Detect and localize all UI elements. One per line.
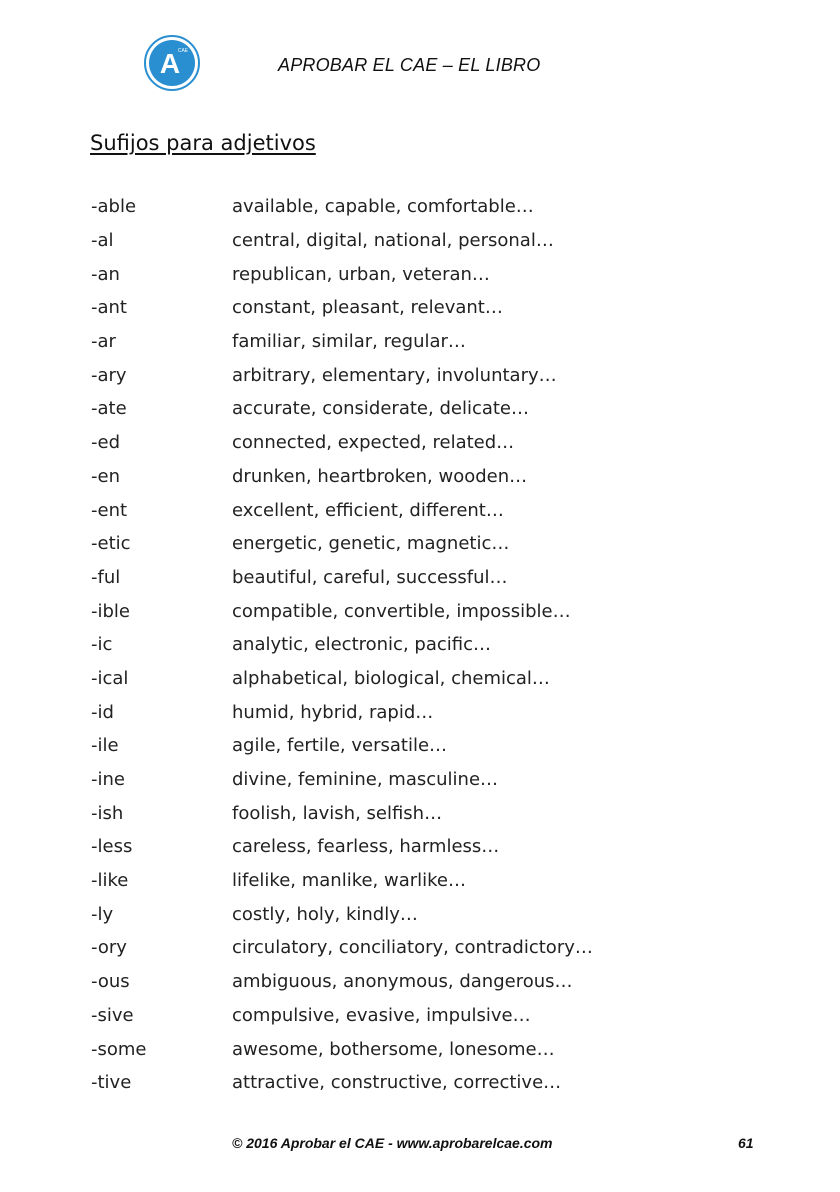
suffix-row xyxy=(91,493,741,527)
suffix-examples: excellent, efficient, different… xyxy=(232,499,504,521)
suffix-examples: connected, expected, related… xyxy=(232,432,515,454)
suffix-examples: foolish, lavish, selfish… xyxy=(232,802,443,824)
suffix-label: -an xyxy=(91,263,120,285)
suffix-row xyxy=(91,224,741,258)
suffix-examples: republican, urban, veteran… xyxy=(232,263,490,285)
suffix-examples: costly, holy, kindly… xyxy=(232,903,418,925)
suffix-examples: ambiguous, anonymous, dangerous… xyxy=(232,971,573,993)
suffix-label: -ous xyxy=(91,971,130,993)
logo-icon xyxy=(143,34,201,92)
footer-copyright: © 2016 Aprobar el CAE - www.aprobarelcae.com xyxy=(232,1135,553,1151)
suffix-label: -ar xyxy=(91,331,116,353)
running-title: APROBAR EL CAE – EL LIBRO xyxy=(278,55,541,75)
suffix-examples: beautiful, careful, successful… xyxy=(232,566,508,588)
page-number: 61 xyxy=(738,1135,754,1151)
suffix-label: -ful xyxy=(91,566,121,588)
suffix-label: -able xyxy=(91,196,137,218)
suffix-examples: analytic, electronic, pacific… xyxy=(232,634,491,656)
suffix-examples: compulsive, evasive, impulsive… xyxy=(232,1004,531,1026)
suffix-examples: lifelike, manlike, warlike… xyxy=(232,870,466,892)
suffix-examples: compatible, convertible, impossible… xyxy=(232,600,571,622)
suffix-examples: accurate, considerate, delicate… xyxy=(232,398,529,420)
suffix-label: -al xyxy=(91,230,114,252)
suffix-row xyxy=(91,392,741,426)
suffix-row xyxy=(91,527,741,561)
logo-letter: A xyxy=(159,48,181,79)
suffix-row xyxy=(91,897,741,931)
suffix-label: -ate xyxy=(91,398,127,420)
suffix-label: -tive xyxy=(91,1072,132,1094)
suffix-label: -ical xyxy=(91,667,129,689)
suffix-label: -ile xyxy=(91,735,119,757)
suffix-examples: agile, fertile, versatile… xyxy=(232,735,448,757)
suffix-row xyxy=(91,628,741,662)
suffix-row xyxy=(91,358,741,392)
suffix-label: -ish xyxy=(91,802,124,824)
suffix-examples: available, capable, comfortable… xyxy=(232,196,534,218)
suffix-examples: alphabetical, biological, chemical… xyxy=(232,667,550,689)
suffix-label: -ic xyxy=(91,634,113,656)
suffix-row xyxy=(91,999,741,1033)
suffix-row xyxy=(91,830,741,864)
suffix-examples: familiar, similar, regular… xyxy=(232,331,466,353)
suffix-examples: arbitrary, elementary, involuntary… xyxy=(232,364,557,386)
suffix-row xyxy=(91,1066,741,1100)
suffix-label: -ary xyxy=(91,364,127,386)
suffix-row xyxy=(91,965,741,999)
suffix-row xyxy=(91,695,741,729)
suffix-label: -ory xyxy=(91,937,127,959)
suffix-examples: central, digital, national, personal… xyxy=(232,230,554,252)
suffix-row xyxy=(91,729,741,763)
suffix-examples: humid, hybrid, rapid… xyxy=(232,701,434,723)
suffix-row xyxy=(91,796,741,830)
suffix-label: -ine xyxy=(91,769,125,791)
logo-small-text: CAE xyxy=(177,48,189,54)
suffix-row xyxy=(91,291,741,325)
suffix-row xyxy=(91,460,741,494)
suffix-label: -en xyxy=(91,465,120,487)
suffix-label: -ent xyxy=(91,499,128,521)
suffix-examples: awesome, bothersome, lonesome… xyxy=(232,1038,555,1060)
suffix-examples: careless, fearless, harmless… xyxy=(232,836,500,858)
suffix-label: -ible xyxy=(91,600,130,622)
suffix-row xyxy=(91,257,741,291)
suffix-row xyxy=(91,325,741,359)
suffix-row xyxy=(91,763,741,797)
suffix-row xyxy=(91,561,741,595)
suffix-label: -sive xyxy=(91,1004,134,1026)
suffix-examples: energetic, genetic, magnetic… xyxy=(232,533,510,555)
logo xyxy=(143,34,201,92)
suffix-label: -ant xyxy=(91,297,127,319)
suffix-row xyxy=(91,931,741,965)
suffix-label: -like xyxy=(91,870,129,892)
suffix-label: -etic xyxy=(91,533,131,555)
suffix-label: -some xyxy=(91,1038,147,1060)
suffix-label: -id xyxy=(91,701,114,723)
suffix-examples: constant, pleasant, relevant… xyxy=(232,297,503,319)
suffix-list xyxy=(91,190,741,1100)
suffix-examples: circulatory, conciliatory, contradictory… xyxy=(232,937,593,959)
section-title: Sufijos para adjetivos xyxy=(90,131,316,155)
suffix-label: -less xyxy=(91,836,133,858)
suffix-row xyxy=(91,594,741,628)
suffix-row xyxy=(91,864,741,898)
suffix-row xyxy=(91,1032,741,1066)
suffix-row xyxy=(91,190,741,224)
suffix-row xyxy=(91,662,741,696)
suffix-examples: drunken, heartbroken, wooden… xyxy=(232,465,528,487)
suffix-examples: divine, feminine, masculine… xyxy=(232,769,499,791)
suffix-examples: attractive, constructive, corrective… xyxy=(232,1072,562,1094)
suffix-row xyxy=(91,426,741,460)
suffix-label: -ed xyxy=(91,432,120,454)
suffix-label: -ly xyxy=(91,903,114,925)
